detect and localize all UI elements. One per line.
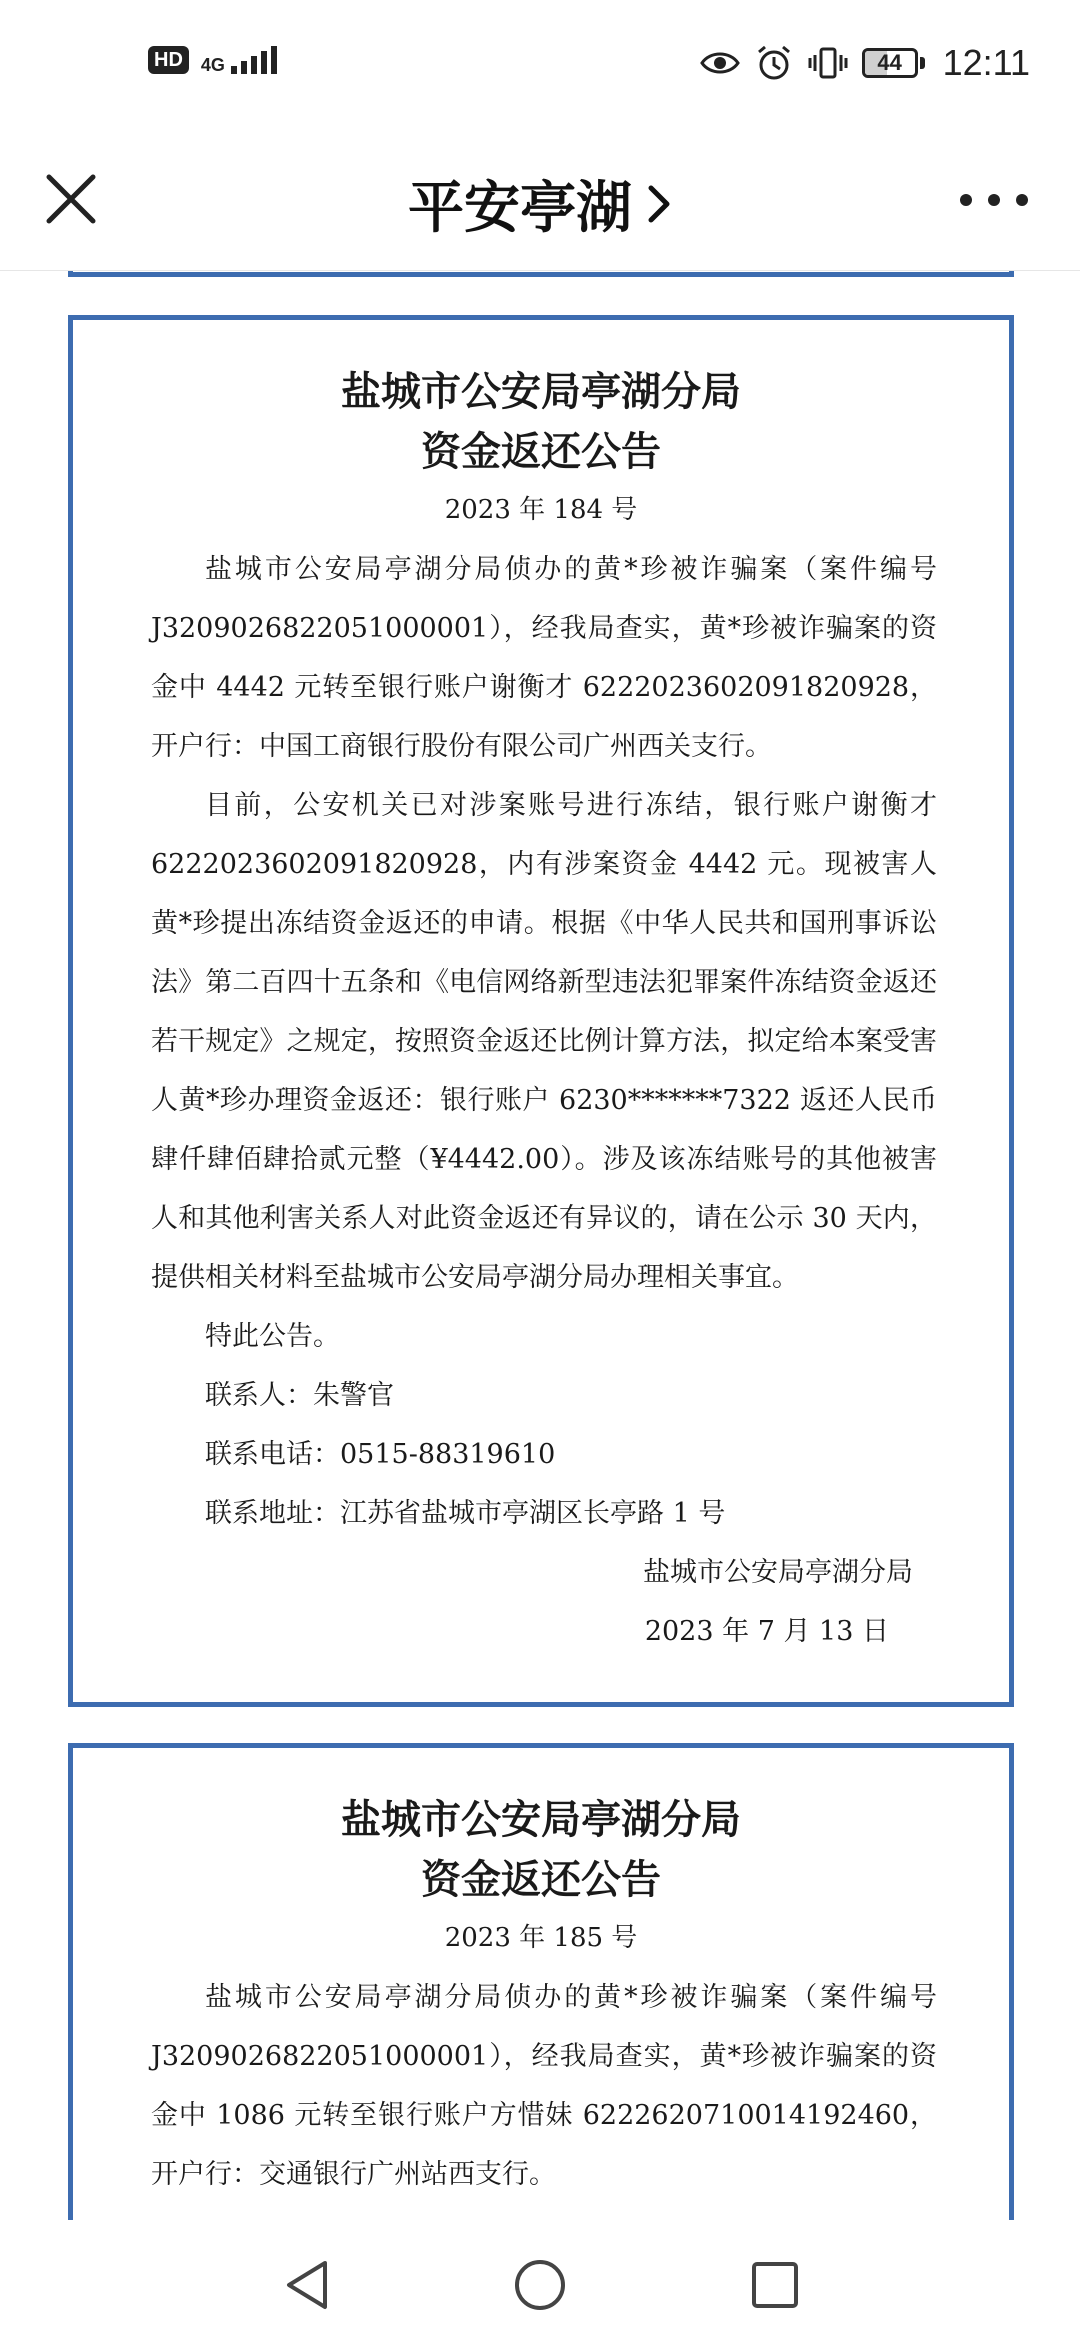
status-left bbox=[148, 46, 277, 74]
notice-paragraph: 目前，公安机关已对涉案账号进行冻结，银行账户谢衡才 6222023602091820928，内有涉案资金 4442 元。现被害人黄*珍提出冻结资金返还的申请。根据《中华人民共和国刑事诉讼法》第二百四十五条和《电信网络新型违法犯罪案件冻结资金返还若干规定》之规定，按照资金返还比例计算方法，拟定给本案受害人黄*珍办理资金返还：银行账户 6230*******7322 返还人民币肆仟肆佰肆拾贰元整（¥4442.00）。涉及该冻结账号的其他被害人和其他利害关系人对此资金返还有异议的，请在公示 30 天内，提供相关材料至盐城市公安局亭湖分局办理相关事宜。 bbox=[151, 790, 937, 1293]
chevron-right-icon bbox=[646, 184, 672, 224]
contact-phone: 联系电话：0515-88319610 bbox=[205, 1439, 556, 1470]
notice-date: 2023 年 7 月 13 日 bbox=[644, 1616, 889, 1647]
page-title: 平安亭湖 bbox=[408, 176, 632, 239]
status-right bbox=[700, 42, 1030, 84]
eye-icon bbox=[700, 43, 740, 83]
notice-title: 盐城市公安局亭湖分局 bbox=[341, 1796, 741, 1843]
hd-badge: HD bbox=[148, 46, 189, 74]
notice-title: 盐城市公安局亭湖分局 bbox=[341, 368, 741, 415]
notice-signature: 盐城市公安局亭湖分局 bbox=[643, 1557, 913, 1588]
recents-button[interactable] bbox=[740, 2250, 810, 2320]
notice-paragraph: 盐城市公安局亭湖分局侦办的黄*珍被诈骗案（案件编号 J3209026822051000001），经我局查实，黄*珍被诈骗案的资金中 1086 元转至银行账户方惜妹 6222620710014192460，开户行：交通银行广州站西支行。 bbox=[151, 1982, 937, 2190]
battery-level: 44 bbox=[877, 50, 902, 75]
clock: 12:11 bbox=[942, 42, 1030, 83]
signal-icon bbox=[201, 46, 277, 74]
contact-person: 联系人：朱警官 bbox=[205, 1380, 394, 1411]
nav-bar bbox=[0, 130, 1080, 271]
previous-notice-frame bbox=[68, 271, 1014, 277]
more-button[interactable] bbox=[944, 170, 1044, 230]
network-label: 4G bbox=[200, 55, 225, 75]
notice-subtitle: 资金返还公告 bbox=[421, 1856, 661, 1903]
back-button[interactable] bbox=[272, 2250, 342, 2320]
notice-paragraph: 盐城市公安局亭湖分局侦办的黄*珍被诈骗案（案件编号 J3209026822051000001），经我局查实，黄*珍被诈骗案的资金中 4442 元转至银行账户谢衡才 6222023602091820928，开户行：中国工商银行股份有限公司广州西关支行。 bbox=[151, 554, 937, 762]
more-icon bbox=[954, 190, 1034, 210]
back-icon bbox=[281, 2257, 333, 2313]
notice-number: 2023 年 184 号 bbox=[444, 495, 638, 525]
article-content[interactable] bbox=[0, 271, 1080, 2221]
notice-number: 2023 年 185 号 bbox=[444, 1923, 638, 1953]
contact-address: 联系地址：江苏省盐城市亭湖区长亭路 1 号 bbox=[205, 1498, 726, 1529]
home-icon bbox=[512, 2257, 568, 2313]
status-bar bbox=[0, 0, 1080, 130]
notice-body bbox=[73, 1968, 1009, 2204]
alarm-icon bbox=[754, 43, 794, 83]
notice-subtitle: 资金返还公告 bbox=[421, 428, 661, 475]
account-title-button[interactable] bbox=[0, 164, 1080, 244]
system-nav-bar bbox=[0, 2220, 1080, 2340]
notice-card bbox=[68, 315, 1014, 1707]
recents-icon bbox=[749, 2259, 801, 2311]
battery-icon bbox=[862, 48, 925, 78]
home-button[interactable] bbox=[505, 2250, 575, 2320]
notice-body bbox=[73, 540, 1009, 1543]
notice-paragraph: 特此公告。 bbox=[205, 1321, 340, 1352]
vibrate-icon bbox=[808, 43, 848, 83]
notice-card bbox=[68, 1743, 1014, 2221]
